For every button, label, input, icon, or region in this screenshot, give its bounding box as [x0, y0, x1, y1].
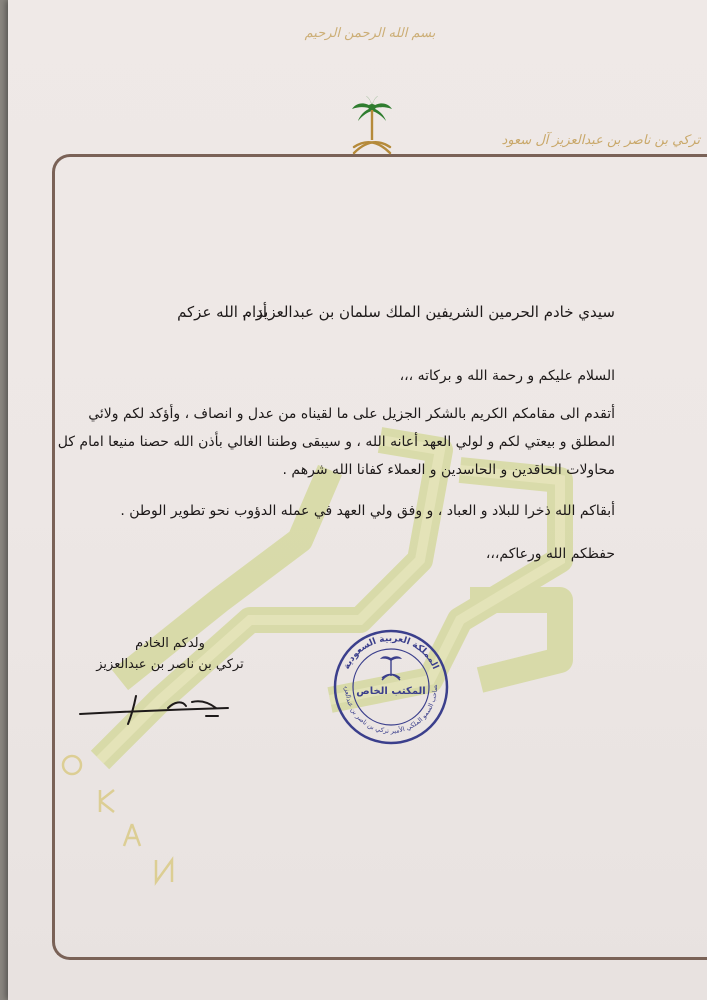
salutation-blessing: أدام الله عزكم	[177, 303, 267, 321]
greeting: السلام عليكم و رحمة الله و بركاته ،،،	[399, 368, 615, 384]
closing-line: حفظكم الله ورعاكم،،،	[485, 546, 615, 562]
signature-name: تركي بن ناصر بن عبدالعزيز	[96, 657, 244, 672]
stamp-center-text: المكتب الخاص	[356, 686, 426, 697]
stamp-emblem-icon	[380, 656, 402, 680]
prayer-line: أبقاكم الله ذخرا للبلاد و العباد ، و وفق ولي العهد في عمله الدؤوب نحو تطوير الوطن .	[120, 503, 615, 519]
body-line-1: أتقدم الى مقامكم الكريم بالشكر الجزيل على ما لقيناه من عدل و انصاف ، وأؤكد لكم ولائي	[88, 406, 615, 422]
body-line-2: المطلق و بيعتي لكم و لولي العهد أعانه الله ، و سيبقى وطننا الغالي بأذن الله حصنا منيعا امام كل	[57, 434, 615, 450]
signature-block	[80, 636, 260, 672]
bismillah-header: بسم الله الرحمن الرحيم	[304, 26, 436, 41]
signature-title: ولدكم الخادم	[135, 636, 205, 651]
body-line-3: محاولات الحاقدين و الحاسدين و العملاء كفانا الله شرهم .	[282, 462, 615, 478]
saudi-emblem-icon	[348, 95, 396, 161]
office-title: تركي بن ناصر بن عبدالعزيز آل سعود	[501, 133, 700, 148]
stamp-ring-text: المملكة العربية السعودية	[341, 633, 441, 671]
official-stamp	[332, 628, 450, 746]
salutation-name: سيدي خادم الحرمين الشريفين الملك سلمان بن عبدالعزيز ..	[241, 303, 615, 321]
stamp-bottom-text: صاحب السمو الملكي الأمير تركي بن ناصر بن عبدالعزي	[342, 684, 440, 736]
handwritten-signature	[78, 688, 248, 728]
